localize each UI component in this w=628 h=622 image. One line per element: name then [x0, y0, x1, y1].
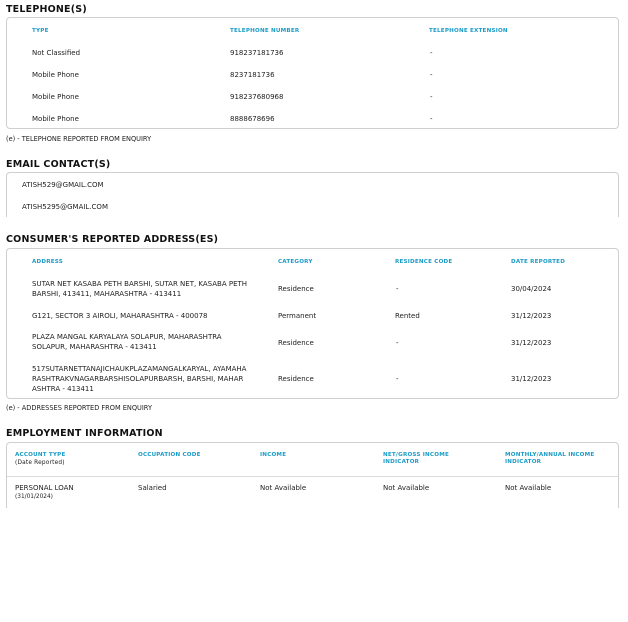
address-table: [6, 248, 619, 399]
employment-header-net-gross: NET/GROSS INCOME INDICATOR: [383, 452, 449, 465]
address-text: SUTAR NET KASABA PETH BARSHI, SUTAR NET, KASABA PETH BARSHI, 413411, MAHARASHTRA - 413411: [32, 280, 248, 298]
employment-table: [6, 442, 619, 508]
address-category: Residence: [278, 375, 314, 383]
address-residence-code: -: [396, 339, 399, 347]
employment-header-occupation: OCCUPATION CODE: [138, 452, 201, 458]
employment-account-type: [15, 483, 74, 501]
address-category: Residence: [278, 285, 314, 293]
telephone-header-type: TYPE: [32, 28, 49, 34]
address-header-address: ADDRESS: [32, 259, 63, 265]
address-category: Residence: [278, 339, 314, 347]
telephone-type: Mobile Phone: [32, 115, 79, 123]
telephone-extension: -: [430, 71, 433, 79]
employment-header-account-type: [15, 452, 65, 467]
telephone-number: 918237680968: [230, 93, 284, 101]
telephone-type: Mobile Phone: [32, 93, 79, 101]
date-reported-value: (31/01/2024): [15, 494, 53, 500]
employment-net-gross: Not Available: [383, 484, 430, 492]
address-header-residence-code: RESIDENCE CODE: [395, 259, 453, 265]
telephone-table: [6, 17, 619, 129]
telephone-header-number: TELEPHONE NUMBER: [230, 28, 300, 34]
address-date: 31/12/2023: [511, 375, 552, 383]
date-reported-header-label: (Date Reported): [15, 460, 65, 466]
address-section-title: CONSUMER'S REPORTED ADDRESS(ES): [6, 234, 219, 245]
telephone-note: (e) - TELEPHONE REPORTED FROM ENQUIRY: [6, 135, 152, 143]
employment-occupation: Salaried: [138, 484, 167, 492]
employment-header-monthly-annual: MONTHLY/ANNUAL INCOME INDICATOR: [505, 452, 595, 465]
list-item: ATISH5295@GMAIL.COM: [22, 203, 108, 211]
account-type-header-label: ACCOUNT TYPE: [15, 452, 66, 458]
address-header-category: CATEGORY: [278, 259, 313, 265]
address-header-date-reported: DATE REPORTED: [511, 259, 566, 265]
telephone-extension: -: [430, 49, 433, 57]
telephone-extension: -: [430, 93, 433, 101]
address-residence-code: -: [396, 375, 399, 383]
employment-header-income: INCOME: [260, 452, 287, 458]
telephone-number: 8888678696: [230, 115, 275, 123]
telephone-type: Mobile Phone: [32, 71, 79, 79]
address-text: G121, SECTOR 3 AIROLI, MAHARASHTRA - 400078: [32, 312, 208, 320]
address-date: 31/12/2023: [511, 312, 552, 320]
employment-income: Not Available: [260, 484, 307, 492]
employment-monthly-annual: Not Available: [505, 484, 552, 492]
address-text: PLAZA MANGAL KARYALAYA SOLAPUR, MAHARASHTRA SOLAPUR, MAHARASHTRA - 413411: [32, 333, 222, 351]
address-note: (e) - ADDRESSES REPORTED FROM ENQUIRY: [6, 404, 152, 412]
address-residence-code: Rented: [395, 312, 420, 320]
employment-section-title: EMPLOYMENT INFORMATION: [6, 428, 163, 439]
telephone-number: 8237181736: [230, 71, 275, 79]
address-date: 30/04/2024: [511, 285, 552, 293]
telephone-section-title: TELEPHONE(S): [6, 4, 87, 15]
telephone-number: 918237181736: [230, 49, 284, 57]
address-text: 517SUTARNETTANAJICHAUKPLAZAMANGALKARYAL, AYAMAHARASHTRAKVNAGARBARSHISOLAPURBARSH, BARSHI, MAHARASHTRA - 413411: [32, 365, 247, 393]
address-category: Permanent: [278, 312, 317, 320]
telephone-header-extension: TELEPHONE EXTENSION: [429, 28, 508, 34]
telephone-type: Not Classified: [32, 49, 81, 57]
email-section-title: EMAIL CONTACT(S): [6, 159, 111, 170]
address-residence-code: -: [396, 285, 399, 293]
email-table: [6, 172, 619, 217]
list-item: ATISH529@GMAIL.COM: [22, 181, 104, 189]
telephone-extension: -: [430, 115, 433, 123]
address-date: 31/12/2023: [511, 339, 552, 347]
header-divider: [7, 476, 618, 477]
account-type-value: PERSONAL LOAN: [15, 484, 74, 492]
